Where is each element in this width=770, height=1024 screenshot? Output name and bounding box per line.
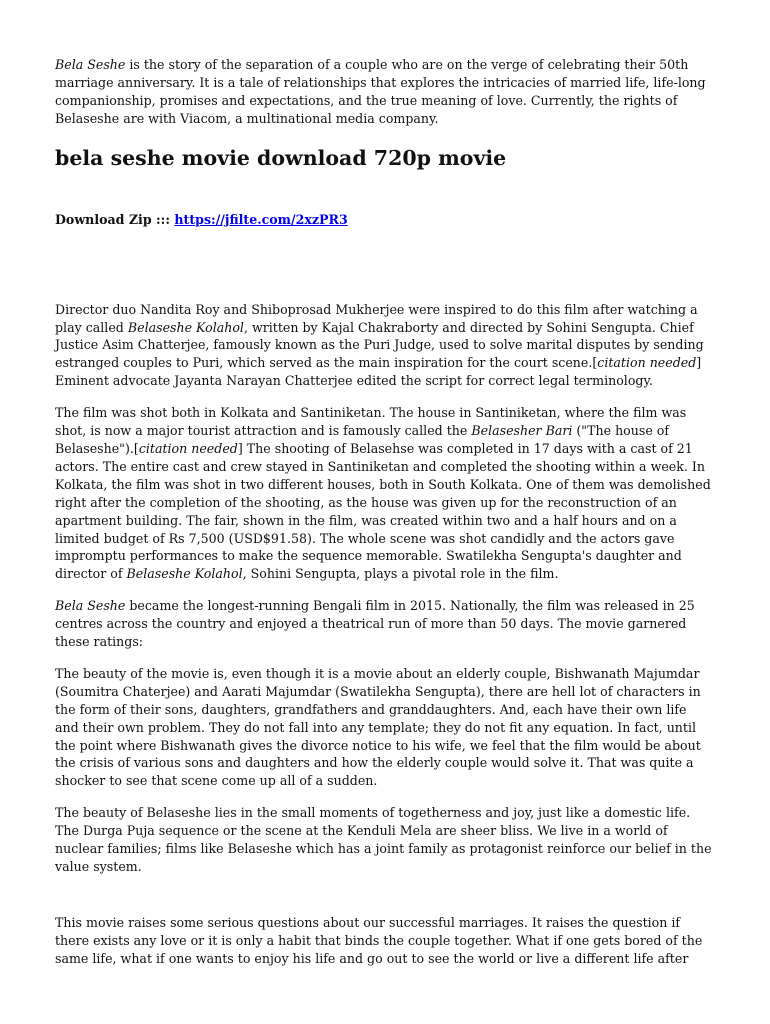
play-title: Belaseshe Kolahol <box>126 566 243 582</box>
para2-text-1: The film was shot both in Kolkata and Santiniketan. The house in Santiniketan, where the film was shot, is now a major tourist attraction and is famously called the <box>55 405 687 439</box>
film-title: Bela Seshe <box>55 598 126 614</box>
paragraph-review-3: This movie raises some serious questions about our successful marriages. It raises the question if there exists any love or it is only a habit that binds the couple together. What if one gets bored of the same life, what if one wants to enjoy his life and go out to see the world or live a different life after <box>55 914 703 966</box>
download-link[interactable]: https://jfilte.com/2xzPR3 <box>174 211 348 227</box>
para2-text-3: ] The shooting of Belasehse was completed in 17 days with a cast of 21 actors. The entire cast and crew stayed in Santiniketan and completed the shooting within a week. In Kolkata, the film was shot in two different houses, both in South Kolkata. One of them was demolished right after the completion of the shooting, as the house was given up for the reconstruction of an apartment building. The fair, shown in the film, was created within two and a half hours and on a limited budget of Rs 7,500 (USD$91.58). The whole scene was shot candidly and the actors gave impromptu performances to make the sequence memorable. Swatilekha Sengupta's daughter and director of <box>55 440 711 582</box>
paragraph-director <box>55 301 714 391</box>
paragraph-shooting <box>55 404 714 583</box>
paragraph-release <box>55 597 714 651</box>
download-label: Download Zip ::: <box>55 211 175 227</box>
citation-needed: citation needed <box>597 355 697 371</box>
house-name: Belasesher Bari <box>471 423 573 439</box>
para1-text-1: Director duo Nandita Roy and Shiboprosad Mukherjee were inspired to do this film after watching a play called <box>55 301 698 335</box>
para1-text-3: ] Eminent advocate Jayanta Narayan Chatterjee edited the script for correct legal terminology. <box>55 355 702 389</box>
paragraph-review-2: The beauty of Belaseshe lies in the small moments of togetherness and joy, just like a domestic life. The Durga Puja sequence or the scene at the Kenduli Mela are sheer bliss. We live in a world of nuclear families; films like Belaseshe which has a joint family as protagonist reinforce our belief in the value system. <box>55 805 712 874</box>
intro-paragraph <box>55 56 714 128</box>
play-title: Belaseshe Kolahol <box>127 319 244 335</box>
para1-text-2: , written by Kajal Chakraborty and directed by Sohini Sengupta. Chief Justice Asim Chatterjee, famously known as the Puri Judge, used to solve marital disputes by sending estranged couples to Puri, which served as the main inspiration for the court scene.[ <box>55 319 704 371</box>
page-heading: bela seshe movie download 720p movie <box>55 145 507 170</box>
intro-text: is the story of the separation of a couple who are on the verge of celebrating their 50th marriage anniversary. It is a tale of relationships that explores the intricacies of married life, life-long companionship, promises and expectations, and the true meaning of love. Currently, the rights of Belaseshe are with Viacom, a multinational media company. <box>55 57 706 126</box>
paragraph-review-1: The beauty of the movie is, even though it is a movie about an elderly couple, Bishwanath Majumdar (Soumitra Chaterjee) and Aarati Majumdar (Swatilekha Sengupta), there are hell lot of characters in the form of their sons, daughters, grandfathers and granddaughters. And, each have their own life and their own problem. They do not fall into any template; they do not fit any equation. In fact, until the point where Bishwanath gives the divorce notice to his wife, we feel that the film would be about the crisis of various sons and daughters and how the elderly couple would solve it. That was quite a shocker to see that scene come up all of a sudden. <box>55 665 701 789</box>
citation-needed: citation needed <box>138 440 238 456</box>
para2-text-2: ("The house of Belaseshe").[ <box>55 423 670 456</box>
download-row <box>55 211 714 229</box>
para2-text-4: , Sohini Sengupta, plays a pivotal role in the film. <box>242 566 559 582</box>
film-title: Bela Seshe <box>55 57 126 72</box>
para3-text: became the longest-running Bengali film in 2015. Nationally, the film was released in 25 centres across the country and enjoyed a theatrical run of more than 50 days. The movie garnered these ratings: <box>55 598 695 650</box>
